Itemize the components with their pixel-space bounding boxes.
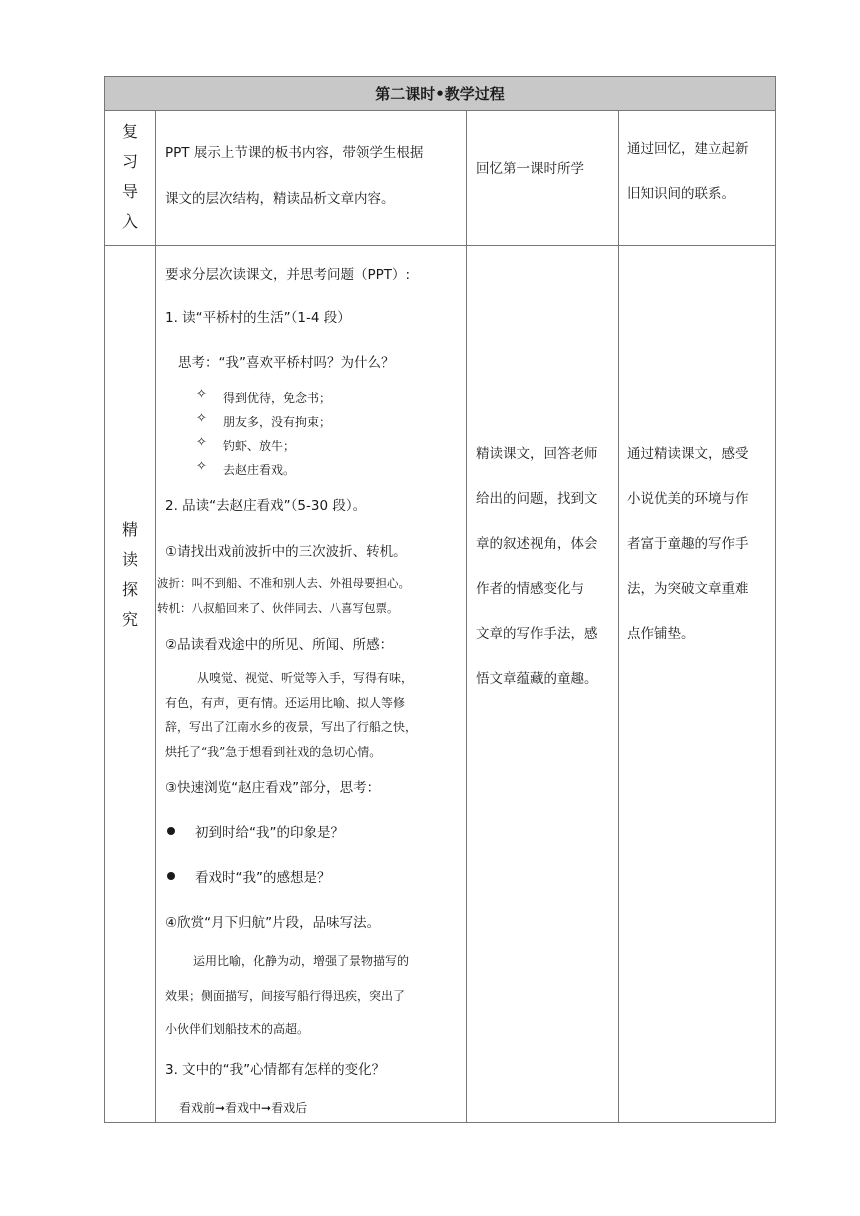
question-2-b-answer: 辞，写出了江南水乡的夜景，写出了行船之快，	[165, 720, 418, 734]
reading-section-label	[105, 515, 155, 635]
question-2-b-answer: 烘托了“我”急于想看到社戏的急切心情。	[165, 745, 382, 759]
reading-purpose-line: 者富于童趣的写作手	[627, 536, 749, 552]
column-divider	[155, 110, 156, 1122]
reading-student-line: 作者的情感变化与	[476, 581, 584, 597]
question-2-c-point: 看戏时“我”的感想是？	[195, 870, 331, 886]
question-2: 2. 品读“去赵庄看戏”（5-30 段）。	[165, 498, 367, 514]
teaching-process-table	[104, 76, 776, 1123]
bullet-dot-icon	[167, 827, 175, 835]
reading-intro: 要求分层次读课文，并思考问题（PPT）:	[165, 267, 411, 283]
question-2-c-point: 初到时给“我”的印象是？	[195, 825, 344, 841]
bullet-dot-icon	[167, 872, 175, 880]
review-section-label	[105, 117, 155, 237]
question-2-b-answer: 有色，有声，更有情。还运用比喻、拟人等修	[165, 696, 406, 710]
question-1-point: 朋友多，没有拘束；	[223, 415, 332, 429]
label-char: 习	[121, 152, 138, 171]
reading-student-line: 悟文章蕴藏的童趣。	[476, 671, 598, 687]
review-content-line: 课文的层次结构，精读品析文章内容。	[165, 191, 395, 207]
reading-student-line: 文章的写作手法，感	[476, 626, 598, 642]
label-char: 入	[121, 212, 138, 231]
question-2-d-answer: 小伙伴们划船技术的高超。	[165, 1022, 310, 1036]
label-char: 导	[121, 182, 138, 201]
question-2-b-answer: 从嗅觉、视觉、听觉等入手，写得有味，	[197, 671, 414, 685]
row-divider	[105, 110, 775, 111]
reading-purpose-line: 小说优美的环境与作	[627, 491, 749, 507]
label-char: 探	[121, 580, 138, 599]
question-1-point: 去赵庄看戏。	[223, 463, 296, 477]
question-3-answer: 看戏前➞看戏中➞看戏后	[179, 1101, 308, 1115]
reading-student-line: 精读课文，回答老师	[476, 446, 598, 462]
column-divider	[466, 110, 467, 1122]
question-2-d-answer: 运用比喻，化静为动，增强了景物描写的	[193, 954, 410, 968]
reading-student-line: 给出的问题，找到文	[476, 491, 598, 507]
question-2-a-line: 转机：八叔船回来了、伙伴同去、八喜写包票。	[157, 601, 399, 615]
diamond-bullet-icon: ✧	[196, 459, 207, 474]
review-purpose-line: 通过回忆，建立起新	[627, 141, 749, 157]
question-2-a-line: 波折：叫不到船、不准和别人去、外祖母要担心。	[157, 576, 410, 590]
label-char: 究	[121, 610, 138, 629]
reading-purpose-line: 通过精读课文，感受	[627, 446, 749, 462]
row-divider	[105, 245, 775, 246]
question-2-b: ②品读看戏途中的所见、所闻、所感：	[165, 637, 394, 653]
review-content-line: PPT 展示上节课的板书内容，带领学生根据	[165, 145, 424, 161]
question-1-point: 得到优待，免念书；	[223, 391, 332, 405]
review-purpose-line: 旧知识间的联系。	[627, 186, 735, 202]
diamond-bullet-icon: ✧	[196, 411, 207, 426]
question-2-d: ④欣赏“月下归航”片段，品味写法。	[165, 915, 381, 931]
question-2-a: ①请找出戏前波折中的三次波折、转机。	[165, 544, 407, 560]
label-char: 精	[121, 520, 138, 539]
table-header	[105, 77, 775, 110]
question-2-d-answer: 效果；侧面描写，间接写船行得迅疾，突出了	[165, 989, 406, 1003]
label-char: 复	[121, 122, 138, 141]
column-divider	[618, 110, 619, 1122]
reading-purpose-line: 法，为突破文章重难	[627, 581, 749, 597]
label-char: 读	[121, 550, 138, 569]
reading-purpose-line: 点作铺垫。	[627, 626, 695, 642]
review-student-activity: 回忆第一课时所学	[476, 161, 584, 177]
question-2-c: ③快速浏览“赵庄看戏”部分，思考：	[165, 780, 381, 796]
question-1-point: 钓虾、放牛；	[223, 439, 296, 453]
reading-student-line: 章的叙述视角，体会	[476, 536, 598, 552]
question-1: 1. 读“平桥村的生活”（1-4 段）	[165, 310, 351, 326]
diamond-bullet-icon: ✧	[196, 387, 207, 402]
table-title: 第二课时•教学过程	[375, 85, 505, 103]
question-1-think: 思考：“我”喜欢平桥村吗？为什么？	[178, 355, 395, 371]
diamond-bullet-icon: ✧	[196, 435, 207, 450]
question-3: 3. 文中的“我”心情都有怎样的变化？	[165, 1062, 386, 1078]
